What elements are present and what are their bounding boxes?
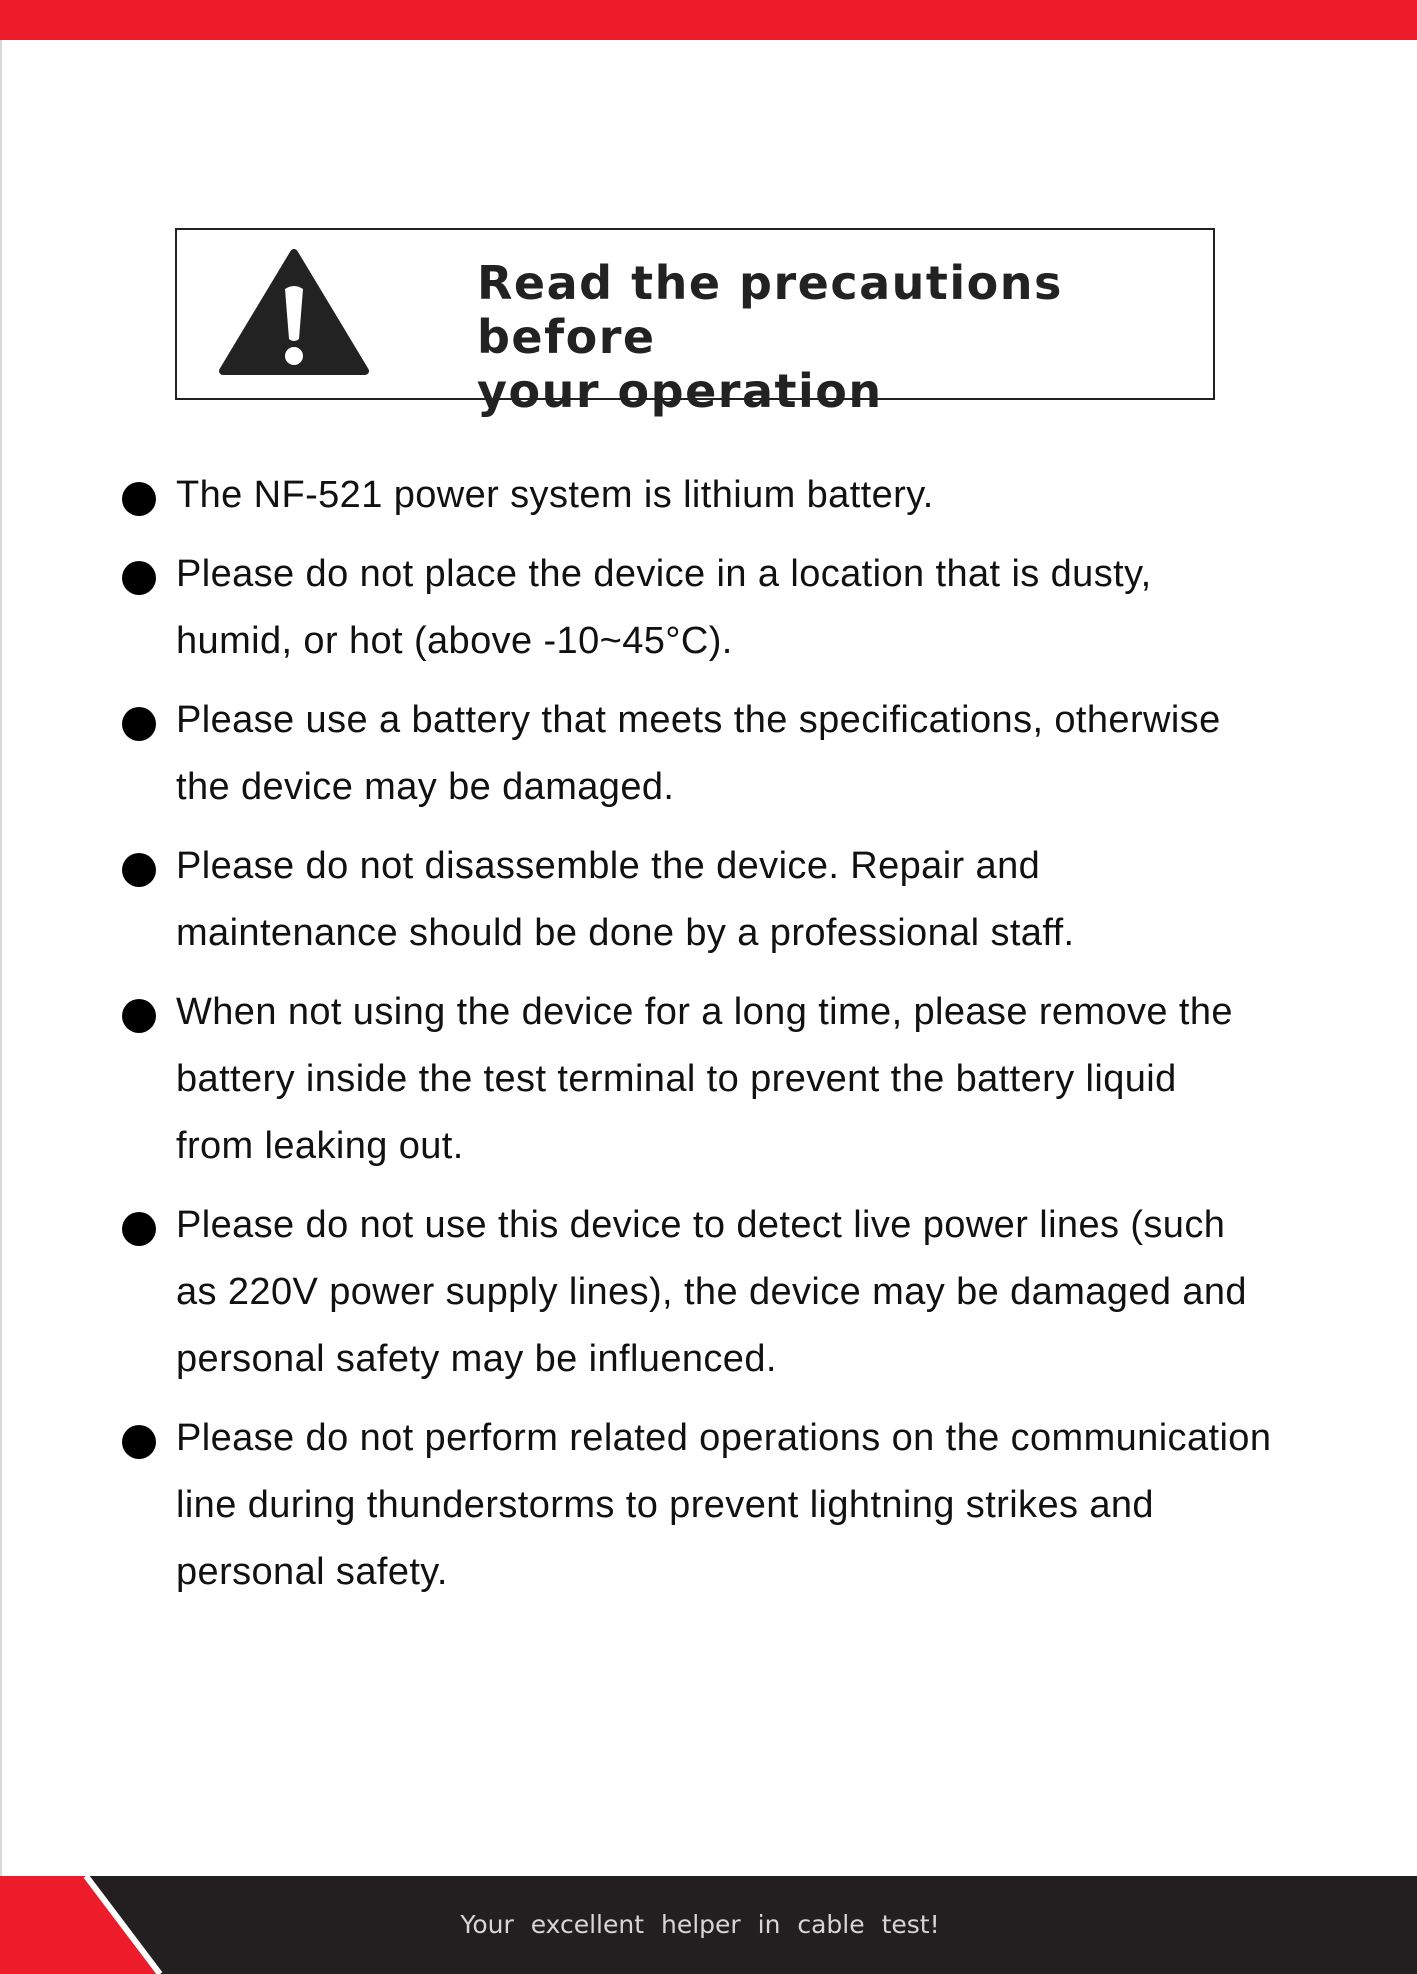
precaution-item <box>120 462 1350 529</box>
precautions-notice-box <box>175 228 1215 418</box>
bullet-dot-icon <box>122 1212 156 1246</box>
bullet-dot-icon <box>122 1425 156 1459</box>
precaution-item <box>120 833 1350 967</box>
precaution-line: When not using the device for a long time, please remove the <box>176 991 1233 1033</box>
precaution-item <box>120 1405 1350 1606</box>
precaution-line: The NF-521 power system is lithium battery. <box>176 474 934 516</box>
bullet-dot-icon <box>122 707 156 741</box>
precaution-line: the device may be damaged. <box>176 766 675 808</box>
notice-title-line: your operation <box>477 364 883 418</box>
footer-tagline: Your excellent helper in cable test! <box>460 1910 940 1939</box>
notice-title <box>477 256 1197 418</box>
precaution-item <box>120 979 1350 1180</box>
bullet-dot-icon <box>122 561 156 595</box>
precaution-line: personal safety. <box>176 1551 448 1593</box>
precaution-line: Please do not use this device to detect live power lines (such <box>176 1204 1226 1246</box>
precaution-line: as 220V power supply lines), the device may be damaged and <box>176 1271 1247 1313</box>
top-accent-bar <box>0 0 1417 40</box>
precaution-line: Please do not perform related operations on the communication <box>176 1417 1272 1459</box>
precaution-line: Please use a battery that meets the specifications, otherwise <box>176 699 1221 741</box>
precaution-line: Please do not disassemble the device. Repair and <box>176 845 1041 887</box>
precaution-line: maintenance should be done by a professional staff. <box>176 912 1075 954</box>
precaution-line: line during thunderstorms to prevent lightning strikes and <box>176 1484 1154 1526</box>
precaution-item <box>120 1192 1350 1393</box>
bullet-dot-icon <box>122 999 156 1033</box>
precaution-item <box>120 687 1350 821</box>
precaution-line: humid, or hot (above -10~45°C). <box>176 620 733 662</box>
precaution-line: Please do not place the device in a location that is dusty, <box>176 553 1152 595</box>
footer-bar <box>0 1876 1417 1974</box>
precaution-line: battery inside the test terminal to prevent the battery liquid <box>176 1058 1177 1100</box>
precaution-line: personal safety may be influenced. <box>176 1338 777 1380</box>
precautions-list <box>120 462 1350 1618</box>
precaution-item <box>120 541 1350 675</box>
bullet-dot-icon <box>122 482 156 516</box>
left-border-line <box>0 40 2 1876</box>
bullet-dot-icon <box>122 853 156 887</box>
precaution-line: from leaking out. <box>176 1125 464 1167</box>
warning-triangle-icon <box>219 247 369 379</box>
notice-title-line: Read the precautions before <box>477 256 1063 364</box>
